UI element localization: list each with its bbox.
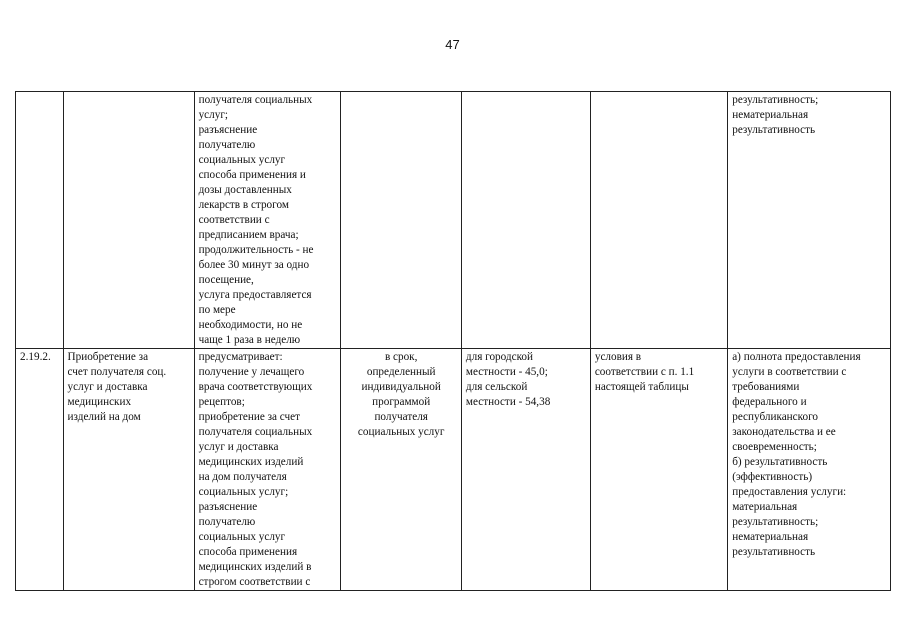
table-row bbox=[16, 349, 891, 591]
cell-service-name: Приобретение за счет получателя соц. услуг и доставка медицинских изделий на дом bbox=[63, 349, 194, 591]
cell-term bbox=[341, 92, 461, 349]
cell-number: 2.19.2. bbox=[16, 349, 64, 591]
cell-tariff: для городской местности - 45,0; для сельской местности - 54,38 bbox=[461, 349, 590, 591]
cell-conditions bbox=[590, 92, 727, 349]
page-number: 47 bbox=[445, 37, 460, 52]
cell-indicators: результативность; нематериальная результативность bbox=[728, 92, 891, 349]
cell-service-content: получателя социальных услуг; разъяснение получателю социальных услуг способа применения и дозы доставленных лекарств в строгом соответствии с предписанием врача; продолжительность - не более 30 минут за одно посещение, услуга предоставляется по мере необходимости, но не чаще 1 раза в неделю bbox=[194, 92, 341, 349]
cell-number bbox=[16, 92, 64, 349]
cell-service-name bbox=[63, 92, 194, 349]
cell-indicators: а) полнота предоставления услуги в соответствии с требованиями федерального и республиканского законодательства и ее своевременность; б) результативность (эффективность) предоставления услуги: материальная результативность; нематериальная результативность bbox=[728, 349, 891, 591]
cell-service-content: предусматривает: получение у лечащего врача соответствующих рецептов; приобретение за счет получателя социальных услуг и доставка медицинских изделий на дом получателя социальных услуг; разъяснение получателю социальных услуг способа применения медицинских изделий в строгом соответствии с bbox=[194, 349, 341, 591]
cell-term: в срок, определенный индивидуальной программой получателя социальных услуг bbox=[341, 349, 461, 591]
services-table bbox=[15, 91, 891, 591]
cell-conditions: условия в соответствии с п. 1.1 настоящей таблицы bbox=[590, 349, 727, 591]
table-row bbox=[16, 92, 891, 349]
cell-tariff bbox=[461, 92, 590, 349]
